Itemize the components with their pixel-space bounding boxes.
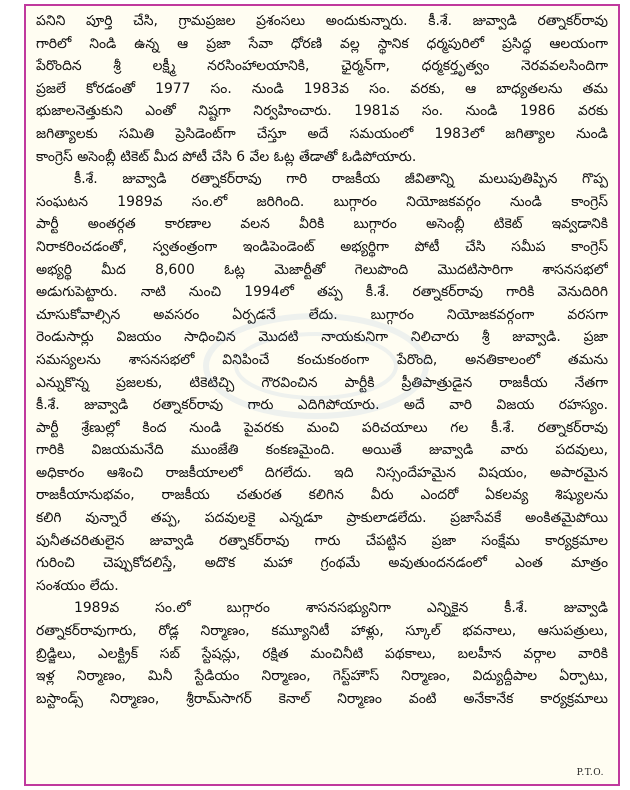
text-line: ఎన్నుకొన్న ప్రజలకు, టికెటిచ్చి గౌరవించిన పార్టీకి ప్రీతిపాత్రుడైన రాజకీయ నేతగా <box>36 374 608 391</box>
text-line: అడుగుపెట్టారు. నాటి నుంచి 1994లో తప్ప కీ.శే. రత్నాకర్‌రావు గారికి వెనుదిరిగి <box>36 284 608 301</box>
text-line: ఇళ్ల నిర్మాణం, మినీ స్టేడియం నిర్మాణం, గెస్ట్‌హౌస్ నిర్మాణం, విద్యుద్దీపాల ఏర్పాటు, <box>36 668 608 685</box>
text-line: పనిని పూర్తి చేసి, గ్రామప్రజల ప్రశంసలు అందుకున్నారు. కీ.శే. జువ్వాడి రత్నాకర్‌రావు <box>36 13 608 29</box>
text-line: గారికి విజయమనేది ముంజేతి కంకణమైంది. అయితే జువ్వాడి వారు పదవులు, <box>36 442 608 459</box>
text-line: సంఘటన 1989వ సం.లో జరిగింది. బుగ్గారం నియోజకవర్గం నుండి కాంగ్రెస్ <box>36 193 608 210</box>
text-line: కీ.శే. జువ్వాడి రత్నాకర్‌రావు గారి రాజకీయ జీవితాన్ని మలుపుతిప్పిన గొప్ప <box>74 171 608 188</box>
text-line: 1989వ సం.లో బుగ్గారం శాసనసభ్యునిగా ఎన్నికైన కీ.శే. జువ్వాడి <box>74 600 608 617</box>
text-line: అధికారం ఆశించి రాజకీయాలలో దిగలేదు. ఇది నిస్సందేహమైన విషయం, అపారమైన <box>36 464 608 481</box>
text-line: పార్టీ అంతర్గత కారణాల వలన వీరికి బుగ్గారం అసెంబ్లీ టికెట్ ఇవ్వడానికి <box>36 216 608 233</box>
text-line: పార్టీ శ్రేణుల్లో కింద నుండి పైవరకు మంచి పరిచయాలు గల కీ.శే. రత్నాకర్‌రావు <box>36 419 608 436</box>
text-line: బస్టాండ్స్ నిర్మాణం, శ్రీరామ్‌సాగర్ కెనాల్ నిర్మాణం వంటి అనేకానేక కార్యక్రమాలు <box>36 690 608 707</box>
text-line: పేరొందిన శ్రీ లక్ష్మీ నరసింహాలయానికి, ఛైర్మన్‌గా, ధర్మకర్తృత్వం నెరవవలసిందిగా <box>36 58 608 75</box>
document-page <box>24 4 620 786</box>
text-line: గారిలో నిండి ఉన్న ఆ ప్రజా సేవా ధోరణి వల్ల స్థానిక ధర్మపురిలో ప్రసిద్ధ ఆలయంగా <box>36 35 608 52</box>
page-turn-note: P.T.O. <box>576 768 604 778</box>
text-line: ప్రజలే కోరడంతో 1977 సం. నుండి 1983వ సం. వరకు, ఆ బాధ్యతలను తమ <box>36 80 608 97</box>
text-line: సమస్యలను శాసనసభలో వినిపించే కంచుకంఠంగా పేరొంది, అనతికాలంలో తమను <box>36 351 608 368</box>
text-line: సంశయం లేదు. <box>36 577 119 594</box>
text-line: రెండుసార్లు విజయం సాధించిన మొదటి నాయకునిగా నిలిచారు శ్రీ జువ్వాడి. ప్రజా <box>36 329 608 346</box>
text-line: రాజకీయానుభవం, రాజకీయ చతురత కలిగిన వీరు ఎందరో ఏకలవ్య శిష్యులను <box>36 487 608 504</box>
paragraph-1 <box>36 10 608 168</box>
text-line: పునీతచరితులైన జువ్వాడి రత్నాకర్‌రావు గారు చేపట్టిన ప్రజా సంక్షేమ కార్యక్రమాల <box>36 532 608 549</box>
paragraph-2 <box>36 168 608 597</box>
text-line: కీ.శే. జువ్వాడి రత్నాకర్‌రావు గారు ఎదిగిపోయారు. అదే వారి విజయ రహస్యం. <box>36 397 608 414</box>
text-line: రత్నాకర్‌రావుగారు, రోడ్ల నిర్మాణం, కమ్యూనిటీ హాళ్లు, స్కూల్ భవనాలు, ఆసుపత్రులు, <box>36 623 608 640</box>
document-body <box>36 10 608 710</box>
text-line: గురించి చెప్పుకోదలిస్తే, అదొక మహా గ్రంథమే అవుతుందనడంలో ఎంత మాత్రం <box>36 555 608 572</box>
text-line: కలిగి వున్నారే తప్ప, పదవులకై ఎన్నడూ ప్రాకులాడలేదు. ప్రజాసేవకే అంకితమైపోయి <box>36 510 608 527</box>
text-line: బ్రిడ్జిలు, ఎలక్ట్రిక్ సబ్ స్టేషన్లు, రక్షిత మంచినీటి పథకాలు, బలహీన వర్గాల వారికి <box>36 645 608 662</box>
text-line: అభ్యర్థి మీద 8,600 ఓట్ల మెజార్టీతో గెలుపొంది మొదటిసారిగా శాసనసభలో <box>36 261 608 278</box>
text-line: చూసుకోవాల్సిన అవసరం ఏర్పడనే లేదు. బుగ్గారం నియోజకవర్గంగా వరసగా <box>36 306 608 323</box>
text-line: జగిత్యాలకు సమితి ప్రెసిడెంట్‌గా చేస్తూ అదే సమయంలో 1983లో జగిత్యాల నుండి <box>36 125 608 142</box>
text-line: భుజాలనెత్తుకుని ఎంతో నిష్టగా నిర్వహించారు. 1981వ సం. నుండి 1986 వరకు <box>36 103 608 120</box>
text-line: కాంగ్రెస్ అసెంబ్లీ టికెట్ మీద పోటీ చేసి 6 వేల ఓట్ల తేడాతో ఓడిపోయారు. <box>36 148 417 165</box>
paragraph-3 <box>36 597 608 710</box>
text-line: నిరాకరించడంతో, స్వతంత్రంగా ఇండిపెండెంట్ అభ్యర్థిగా పోటీ చేసి సమీప కాంగ్రెస్ <box>36 238 608 255</box>
